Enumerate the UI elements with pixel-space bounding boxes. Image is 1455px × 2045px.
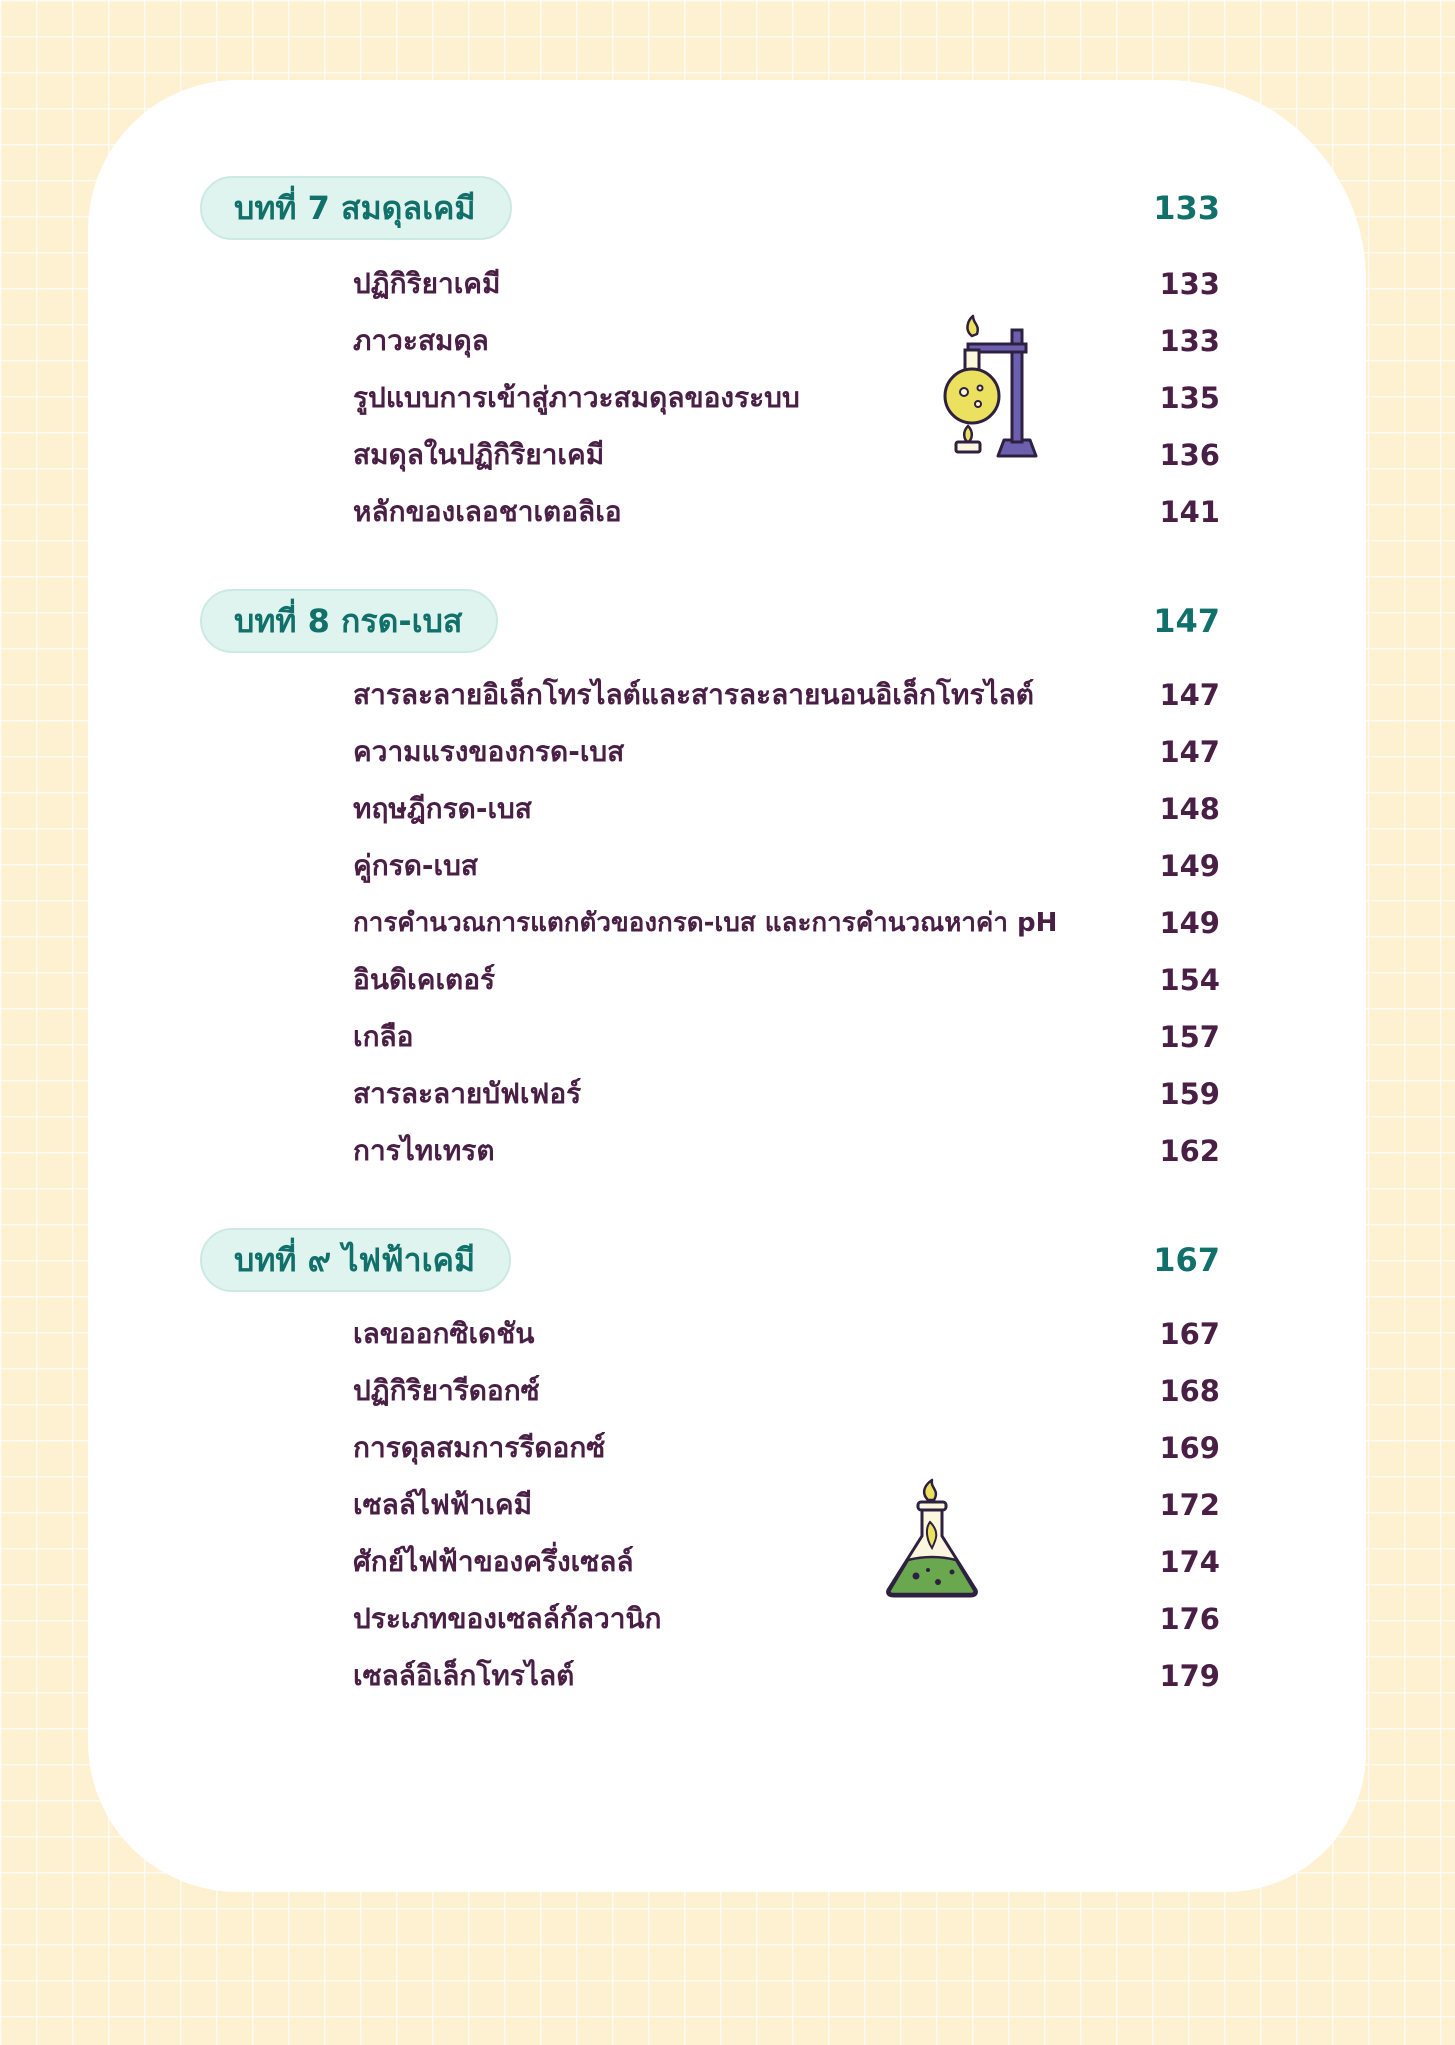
toc-entry-title: ปฏิกิริยารีดอกซ์ <box>353 1374 540 1407</box>
toc-entry[interactable] <box>353 1597 1220 1641</box>
toc-entry-page: 176 <box>1159 1602 1220 1636</box>
toc-entry-page: 147 <box>1159 735 1220 769</box>
toc-entry-title: ประเภทของเซลล์กัลวานิก <box>353 1602 662 1635</box>
toc-entry[interactable] <box>353 730 1220 774</box>
toc-entry[interactable] <box>353 1129 1220 1173</box>
toc-entry[interactable] <box>353 1540 1220 1584</box>
toc-entry-page: 147 <box>1159 678 1220 712</box>
toc-entry-title: รูปแบบการเข้าสู่ภาวะสมดุลของระบบ <box>353 381 800 414</box>
toc-entry[interactable] <box>353 1483 1220 1527</box>
chapter-title: บทที่ ๙ ไฟฟ้าเคมี <box>234 1240 476 1279</box>
toc-entry-title: ศักย์ไฟฟ้าของครึ่งเซลล์ <box>353 1545 634 1578</box>
toc-entry-title: อินดิเคเตอร์ <box>353 963 496 996</box>
toc-entry[interactable] <box>353 433 1220 477</box>
toc-entry-page: 167 <box>1159 1317 1220 1351</box>
toc-entry-title: ภาวะสมดุล <box>353 324 489 357</box>
toc-entry-title: เซลล์อิเล็กโทรไลต์ <box>353 1659 575 1692</box>
toc-entry-page: 135 <box>1159 381 1220 415</box>
toc-entry-page: 169 <box>1159 1431 1220 1465</box>
toc-entry[interactable] <box>353 1369 1220 1413</box>
chapter-8-heading[interactable] <box>200 589 1220 653</box>
toc-entry[interactable] <box>353 262 1220 306</box>
chapter-pill <box>200 589 498 653</box>
erlenmeyer-flask-icon <box>882 1478 987 1603</box>
toc-entry-page: 179 <box>1159 1659 1220 1693</box>
toc-entry-title: การคำนวณการแตกตัวของกรด-เบส และการคำนวณหาค่า pH <box>353 908 1058 938</box>
toc-entry-page: 141 <box>1159 495 1220 529</box>
toc-entry-page: 174 <box>1159 1545 1220 1579</box>
toc-entry-title: การไทเทรต <box>353 1134 495 1167</box>
chapter-7-heading[interactable] <box>200 176 1220 240</box>
toc-entry-page: 149 <box>1159 906 1220 940</box>
toc-entry[interactable] <box>353 1015 1220 1059</box>
toc-entry-page: 162 <box>1159 1134 1220 1168</box>
toc-entry[interactable] <box>353 844 1220 888</box>
chapter-title: บทที่ 7 สมดุลเคมี <box>234 188 476 227</box>
toc-entry[interactable] <box>353 1654 1220 1698</box>
toc-entry-title: สมดุลในปฏิกิริยาเคมี <box>353 438 605 471</box>
chapter-page-number: 147 <box>1153 602 1220 640</box>
flask-stand-burner-icon <box>940 306 1050 466</box>
toc-entry-title: หลักของเลอชาเตอลิเอ <box>353 495 622 528</box>
toc-entry[interactable] <box>353 673 1220 717</box>
toc-entry[interactable] <box>353 319 1220 363</box>
toc-entry-title: สารละลายบัฟเฟอร์ <box>353 1077 582 1110</box>
toc-entry-page: 133 <box>1159 324 1220 358</box>
toc-entry-title: เกลือ <box>353 1020 414 1053</box>
toc-entry-page: 149 <box>1159 849 1220 883</box>
chapter-page-number: 167 <box>1153 1241 1220 1279</box>
chapter-page-number: 133 <box>1153 189 1220 227</box>
toc-entry[interactable] <box>353 958 1220 1002</box>
toc-entry-page: 148 <box>1159 792 1220 826</box>
toc-entry-page: 159 <box>1159 1077 1220 1111</box>
toc-entry-page: 157 <box>1159 1020 1220 1054</box>
toc-entry[interactable] <box>353 787 1220 831</box>
toc-entry-title: ความแรงของกรด-เบส <box>353 735 625 768</box>
chapter-9-heading[interactable] <box>200 1228 1220 1292</box>
toc-entry-title: สารละลายอิเล็กโทรไลต์และสารละลายนอนอิเล็กโทรไลต์ <box>353 678 1034 711</box>
toc-entry-title: ปฏิกิริยาเคมี <box>353 267 501 300</box>
toc-entry-title: เลขออกซิเดชัน <box>353 1317 535 1350</box>
toc-entry[interactable] <box>353 1312 1220 1356</box>
chapter-title: บทที่ 8 กรด-เบส <box>234 601 463 640</box>
toc-entry-page: 136 <box>1159 438 1220 472</box>
toc-entry-title: เซลล์ไฟฟ้าเคมี <box>353 1488 533 1521</box>
toc-entry-page: 168 <box>1159 1374 1220 1408</box>
toc-entry-title: คู่กรด-เบส <box>353 849 478 882</box>
chapter-pill <box>200 1228 511 1292</box>
toc-entry-title: การดุลสมการรีดอกซ์ <box>353 1431 606 1464</box>
toc-entry-page: 154 <box>1159 963 1220 997</box>
toc-entry-title: ทฤษฎีกรด-เบส <box>353 792 532 825</box>
toc-entry[interactable] <box>353 490 1220 534</box>
toc-entry[interactable] <box>353 1426 1220 1470</box>
chapter-pill <box>200 176 512 240</box>
toc-entry-page: 133 <box>1159 267 1220 301</box>
toc-entry[interactable] <box>353 901 1220 945</box>
toc-entry-page: 172 <box>1159 1488 1220 1522</box>
toc-entry[interactable] <box>353 1072 1220 1116</box>
toc-entry[interactable] <box>353 376 1220 420</box>
